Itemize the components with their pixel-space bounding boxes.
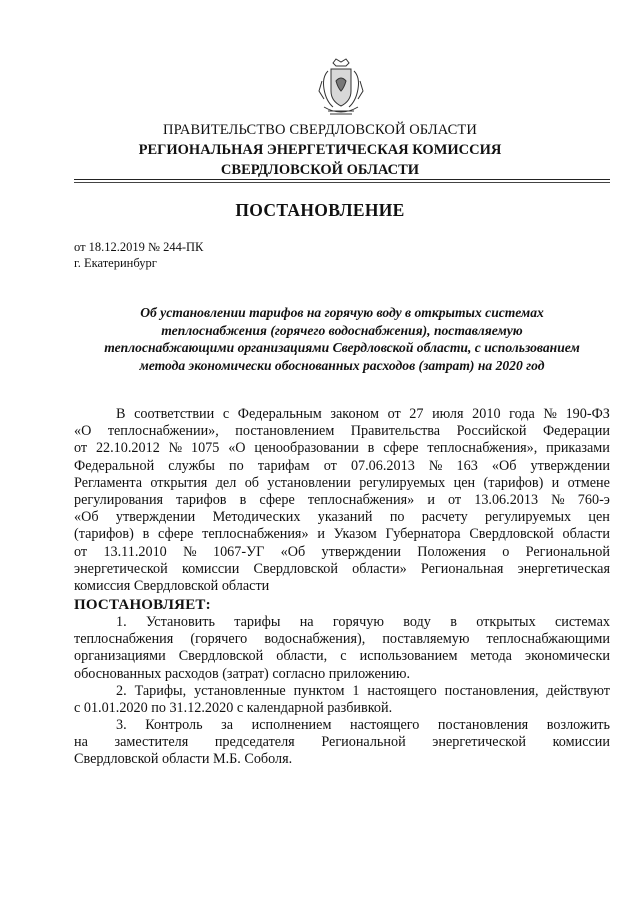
word: горячую	[332, 614, 384, 630]
word: постановления,	[444, 683, 539, 699]
word: постановлением	[235, 423, 335, 440]
word: энергетической	[432, 734, 527, 751]
item-line	[74, 614, 610, 631]
subject-line: теплоснабжающими организациями Свердловской области, с использованием	[104, 340, 580, 355]
word: в	[367, 440, 375, 457]
word: (горячего	[190, 631, 248, 648]
word: указаний	[317, 509, 373, 526]
item-line: с 01.01.2020 по 31.12.2020 с календарной разбивкой.	[74, 700, 393, 717]
word: сфере	[259, 491, 295, 508]
word: Указом	[333, 526, 377, 543]
word: Положения	[417, 543, 486, 560]
word: утверждении	[321, 543, 401, 560]
word: 2.	[116, 683, 127, 699]
word: 2010	[472, 406, 501, 422]
word: «О	[74, 423, 92, 440]
word: установленные	[194, 683, 286, 699]
word: заместителя	[114, 734, 189, 751]
word: года	[509, 406, 535, 422]
subject-line: Об установлении тарифов на горячую воду в открытых системах	[140, 305, 544, 320]
word: Федеральным	[237, 406, 322, 422]
word: регулируемых	[359, 474, 446, 491]
word: комиссии	[552, 734, 610, 751]
word: за	[221, 717, 234, 733]
preamble-line	[74, 475, 610, 492]
word: 22.10.2012	[95, 440, 160, 457]
word: Региональной	[525, 543, 610, 560]
preamble-line	[74, 526, 610, 543]
word: открытых	[476, 614, 536, 630]
word: №	[428, 457, 443, 474]
header-divider	[74, 179, 610, 180]
word: тарифы	[234, 614, 281, 630]
document-city: г. Екатеринбург	[74, 256, 157, 270]
government-name: ПРАВИТЕЛЬСТВО СВЕРДЛОВСКОЙ ОБЛАСТИ	[163, 122, 477, 138]
word: Установить	[145, 614, 215, 630]
word: от	[448, 491, 462, 508]
word: 1.	[116, 614, 127, 630]
word: теплоснабжения»	[202, 526, 309, 543]
word: энергетической	[74, 560, 168, 577]
item-line	[74, 717, 610, 734]
word: 1	[352, 683, 360, 699]
word: Свердловской	[253, 560, 338, 577]
preamble-line	[74, 544, 610, 561]
word: использованием	[359, 648, 458, 665]
word: от	[74, 440, 88, 457]
word: пунктом	[293, 683, 345, 699]
word: №	[168, 440, 183, 457]
word: тарифам	[257, 457, 310, 474]
word: теплоснабжения»,	[427, 440, 538, 457]
word: председателя	[214, 734, 295, 751]
word: теплоснабжающими	[486, 631, 610, 648]
word: и	[317, 526, 325, 543]
word: регулируемых	[485, 509, 572, 526]
word: организациями	[74, 648, 166, 665]
document-subject	[70, 304, 614, 374]
word: энергетическая	[517, 560, 610, 577]
word: от	[387, 406, 401, 422]
word: от	[74, 543, 88, 560]
resolves-heading: ПОСТАНОВЛЯЕТ:	[74, 597, 211, 613]
subject-line: метода экономически обоснованных расходов (затрат) на 2020 год	[139, 357, 545, 373]
word: 190-ФЗ	[565, 406, 610, 422]
word: области»	[352, 560, 407, 577]
preamble-line	[74, 458, 610, 475]
word: сфере	[158, 526, 194, 543]
word: регулирования	[74, 491, 164, 508]
word: 3.	[116, 717, 127, 733]
item-line	[74, 734, 610, 751]
word: Свердловской	[469, 526, 554, 543]
word: 1075	[190, 440, 220, 457]
word: №	[551, 491, 565, 508]
word: исполнением	[251, 717, 332, 733]
word: Тарифы,	[134, 683, 187, 699]
word: на	[299, 614, 314, 630]
word: 07.06.2013	[350, 457, 415, 474]
word: расчету	[421, 509, 468, 526]
word: соответствии	[134, 406, 215, 422]
word: теплоснабжения»	[307, 491, 415, 508]
word: и	[427, 491, 435, 508]
word: постановления	[437, 717, 529, 733]
word: возложить	[546, 717, 610, 733]
word: на	[74, 734, 88, 751]
word: (тарифов)	[483, 474, 544, 491]
word: в	[142, 526, 150, 543]
item-line	[74, 631, 610, 648]
word: области	[562, 526, 610, 543]
word: дел	[215, 474, 237, 491]
word: открытия	[150, 474, 208, 491]
preamble-line	[74, 423, 610, 440]
word: сфере	[383, 440, 419, 457]
word: области,	[276, 648, 328, 665]
preamble-line: комиссия Свердловской области	[74, 577, 270, 594]
preamble-paragraph	[74, 406, 610, 595]
document-type-title: ПОСТАНОВЛЕНИЕ	[235, 200, 405, 220]
word: экономически	[525, 648, 610, 665]
word: «Об	[280, 543, 306, 560]
word: по	[229, 457, 244, 474]
word: действуют	[546, 683, 610, 699]
preamble-line	[74, 509, 610, 526]
word: метода	[470, 648, 512, 665]
document-date-number: от 18.12.2019 № 244-ПК	[74, 240, 204, 254]
preamble-line	[74, 492, 610, 509]
word: теплоснабжении»,	[107, 423, 219, 440]
word: тарифов	[176, 491, 227, 508]
word: Контроль	[145, 717, 203, 733]
word: цен	[588, 509, 610, 526]
word: №	[543, 406, 557, 422]
coat-of-arms-icon	[316, 57, 366, 117]
word: установлении	[267, 474, 351, 491]
word: утверждении	[115, 509, 196, 526]
word: Федерации	[542, 423, 610, 440]
subject-line: теплоснабжения (горячего водоснабжения), поставляемую	[161, 322, 523, 338]
word: об	[244, 474, 260, 491]
item-line: обоснованных расходов (затрат) согласно приложению.	[74, 665, 411, 682]
word: по	[389, 509, 405, 526]
word: Правительства	[350, 423, 441, 440]
word: с	[222, 406, 230, 422]
word: в	[239, 491, 247, 508]
header-divider-thin	[74, 182, 610, 183]
word: Федеральной	[74, 457, 155, 474]
word: Российской	[456, 423, 527, 440]
word: с	[340, 648, 347, 665]
word: комиссии	[181, 560, 240, 577]
preamble-line	[74, 561, 610, 578]
word: Региональной	[321, 734, 406, 751]
word: воду	[403, 614, 431, 630]
word: Регламента	[74, 474, 143, 491]
item-2-paragraph	[74, 683, 610, 717]
word: о	[502, 543, 510, 560]
commission-name: РЕГИОНАЛЬНАЯ ЭНЕРГЕТИЧЕСКАЯ КОМИССИЯ	[138, 142, 502, 158]
item-1-paragraph	[74, 614, 610, 683]
word: Региональная	[420, 560, 504, 577]
word: 163	[456, 457, 478, 474]
preamble-line	[74, 406, 610, 423]
word: 27	[409, 406, 424, 422]
word: 1067-УГ	[212, 543, 265, 560]
word: водоснабжения),	[264, 631, 366, 648]
word: №	[183, 543, 197, 560]
word: приказами	[546, 440, 610, 457]
word: Свердловской	[178, 648, 264, 665]
word: настоящего	[350, 717, 420, 733]
preamble-line	[74, 440, 610, 457]
item-3-paragraph	[74, 717, 610, 769]
word: 760-э	[577, 491, 610, 508]
word: Методических	[212, 509, 301, 526]
word: системах	[555, 614, 610, 630]
word: службы	[168, 457, 215, 474]
word: теплоснабжения	[74, 631, 174, 648]
commission-region: СВЕРДЛОВСКОЙ ОБЛАСТИ	[220, 162, 420, 178]
word: отмене	[567, 474, 610, 491]
word: 13.06.2013	[474, 491, 539, 508]
word: от	[323, 457, 337, 474]
word: (тарифов)	[74, 526, 134, 543]
word: «Об	[74, 509, 99, 526]
word: июля	[432, 406, 464, 422]
word: Губернатора	[385, 526, 461, 543]
word: цен	[453, 474, 476, 491]
word: и	[551, 474, 560, 491]
item-line	[74, 683, 610, 700]
word: ценообразовании	[254, 440, 359, 457]
word: «Об	[491, 457, 517, 474]
word: законом	[330, 406, 379, 422]
word: поставляемую	[382, 631, 470, 648]
word: утверждении	[530, 457, 610, 474]
item-line: Свердловской области М.Б. Соболя.	[74, 751, 293, 768]
word: «О	[228, 440, 246, 457]
word: в	[450, 614, 457, 630]
word: 13.11.2010	[103, 543, 167, 560]
word: В	[116, 406, 126, 422]
item-line	[74, 648, 610, 665]
word: настоящего	[367, 683, 437, 699]
